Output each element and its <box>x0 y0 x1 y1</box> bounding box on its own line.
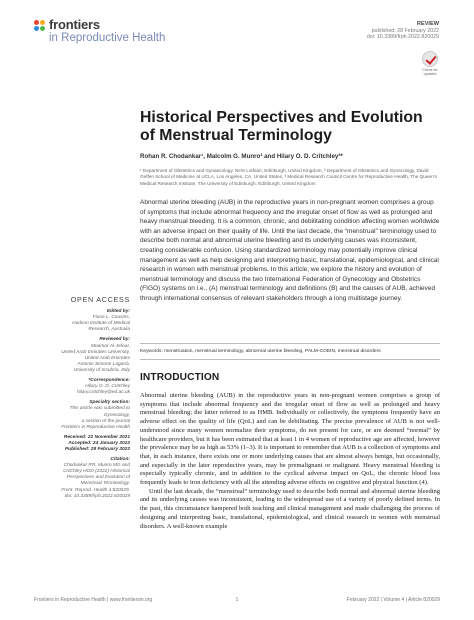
affiliations: ¹ Department of Obstetrics and Gynaecology, NHS Lothian, Edinburgh, United Kingdom, ² Department of Obstetrics and Gynecology, David Geffen School of Medicine at UCLA, Los Angeles, CA, United States, ³ Medical Research Council Centre for Reproductive Health, The Queen's Medical Research Institute, The University of Edinburgh, Edinburgh, United Kingdom <box>140 168 437 186</box>
logo-dot-icon <box>40 20 45 25</box>
sidebar-line: United Arab Emirates University, <box>61 349 130 355</box>
sidebar-line: United Arab Emirates <box>84 355 130 361</box>
divider <box>140 343 440 344</box>
sidebar-line: Critchley HOD (2022) Historical <box>63 469 130 475</box>
open-access-label: OPEN ACCESS <box>70 295 130 304</box>
journal-logo[interactable] <box>34 18 165 44</box>
frontiers-logo-icon <box>34 20 46 32</box>
sidebar-line: Gynecology, <box>103 412 130 418</box>
published-date: published: 28 February 2022 <box>371 27 439 34</box>
logo-dot-icon <box>34 20 39 25</box>
divider <box>140 359 440 360</box>
sidebar-line: University of Insubria, Italy <box>73 367 130 373</box>
sidebar-line: Front. Reprod. Health 4:820029. <box>61 487 130 493</box>
author-list[interactable]: Rohan R. Chodankar¹, Malcolm G. Munro² and Hilary O. D. Critchley³* <box>140 153 343 160</box>
sidebar-line: Frontiers in Reproductive Health <box>61 424 130 430</box>
sidebar-line: Research, Australia <box>88 327 130 333</box>
sidebar-heading: Received: 22 November 2021 <box>63 434 130 440</box>
brand-name: frontiers <box>49 17 100 32</box>
sidebar-line: Chodankar RR, Munro MG and <box>63 463 130 469</box>
doi-link[interactable]: doi: 10.3389/frph.2022.820029 <box>366 34 439 41</box>
body-paragraph: Until the last decade, the “menstrual” terminology used to describe both normal and abnormal uterine bleeding and its underlying causes was inconsistent, leading to the widespread use of a variety of poorly defined terms. In the past, this circumstance hampered both teaching and clinical management and made challenging the process of designing and interpreting basic, translational, epidemiological, and clinical research in women with menstrual disorders. A well-known example <box>140 487 440 530</box>
sidebar-line: Antonio Simone Laganà, <box>77 361 130 367</box>
sidebar-line: Hilary O. D. Critchley <box>85 384 130 390</box>
sidebar-heading: Published: 28 February 2022 <box>64 446 130 452</box>
logo-dot-icon <box>34 26 39 31</box>
introduction-body <box>140 392 440 531</box>
check-for-updates-button[interactable] <box>421 51 439 76</box>
sidebar-heading: Accepted: 24 January 2022 <box>68 440 130 446</box>
check-updates-icon <box>422 51 438 67</box>
abstract: Abnormal uterine bleeding (AUB) in the reproductive years in non-pregnant women comprises a group of symptoms that include abnormal frequency and the irregular onset of flow as well as prolonged and heavy menstrual bleeding. It is a common, chronic, and debilitating condition affecting women worldwide with an adverse impact on their quality of life. Until the last decade, the “menstrual” terminology used to describe both normal and abnormal uterine bleeding and its underlying causes was inconsistent, creating considerable confusion. Using standardized terminology may potentially improve clinical management as well as help designing and interpreting basic, translational, epidemiological, and clinical research in women with menstrual problems. In this article, we explore the history and evolution of menstrual terminology and discuss the two International Federation of Gynecology and Obstetrics (FIGO) systems on i.e., (A) menstrual terminology and definitions (B) and the causes of AUB, achieved through international consensus of relevant stakeholders through a long multistage journey. <box>140 199 440 302</box>
sidebar-line: Moamar Al-Jefout, <box>90 343 130 349</box>
keywords: Keywords: menstruation, menstrual terminology, abnormal uterine bleeding, PALM-COEIN, menstrual disorders <box>140 349 381 354</box>
sidebar-heading: Edited by: <box>106 309 130 315</box>
sidebar-line: Menstrual Terminology. <box>80 481 130 487</box>
article-type: REVIEW <box>416 21 439 27</box>
sidebar-heading: Specialty section: <box>89 400 130 406</box>
page-footer <box>34 597 440 603</box>
logo-dot-icon <box>40 26 45 31</box>
body-paragraph: Abnormal uterine bleeding (AUB) in the reproductive years in non-pregnant women comprises a group of symptoms that include abnormal frequency and the irregular onset of flow as well as prolonged and heavy menstrual bleeding; the latter referred to as HMB. Individually or collectively, the symptoms frequently have an adverse effect on the quality of life (QoL) and can be debilitating. The precise prevalence of AUB is not well-understood since many women normalize their symptoms, do not present for care, or are deemed “normal” by healthcare providers, but it has been estimated that at least 1 in 4 women of reproductive age are affected, however the prevalence may be as high as 53% (1–3). It is important to remember that AUB is a collection of symptoms and that, in each instance, there exists one or more underlying causes that are almost always benign, but occasionally, and especially in the later reproductive years, may be premalignant or malignant. Heavy menstrual bleeding is especially typically chronic, and in addition to the cyclical adverse impact on QoL, the chronic blood loss frequently leads to iron deficiency with all the attending adverse effects on cognitive and physical function (4). <box>140 392 441 487</box>
sidebar-line: doi: 10.3389/frph.2022.820029 <box>64 493 130 499</box>
page-number: 1 <box>235 597 239 603</box>
footer-journal[interactable]: Frontiers in Reproductive Health | www.frontiersin.org <box>34 597 153 603</box>
article-title: Historical Perspectives and Evolution of Menstrual Terminology <box>140 109 423 144</box>
footer-issue: February 2022 | Volume 4 | Article 820029 <box>346 597 440 603</box>
sidebar-heading: *Correspondence: <box>88 378 130 384</box>
check-updates-label: Check for updates <box>422 68 438 76</box>
sidebar-line: a section of the journal <box>81 418 130 424</box>
section-heading: INTRODUCTION <box>140 372 220 383</box>
sidebar-line: This article was submitted to <box>69 406 130 412</box>
sidebar-line: Perspectives and Evolution of <box>66 475 130 481</box>
sidebar-heading: Citation: <box>110 457 130 463</box>
article-sidebar <box>36 297 130 500</box>
sidebar-heading: Reviewed by: <box>99 337 130 343</box>
sidebar-line: Fiona L. Cousins, <box>92 315 130 321</box>
article-meta <box>367 21 439 41</box>
sidebar-line[interactable]: hilary.critchley@ed.ac.uk <box>76 390 130 396</box>
sidebar-line: Hudson Institute of Medical <box>72 321 130 327</box>
journal-name: in Reproductive Health <box>49 31 166 44</box>
